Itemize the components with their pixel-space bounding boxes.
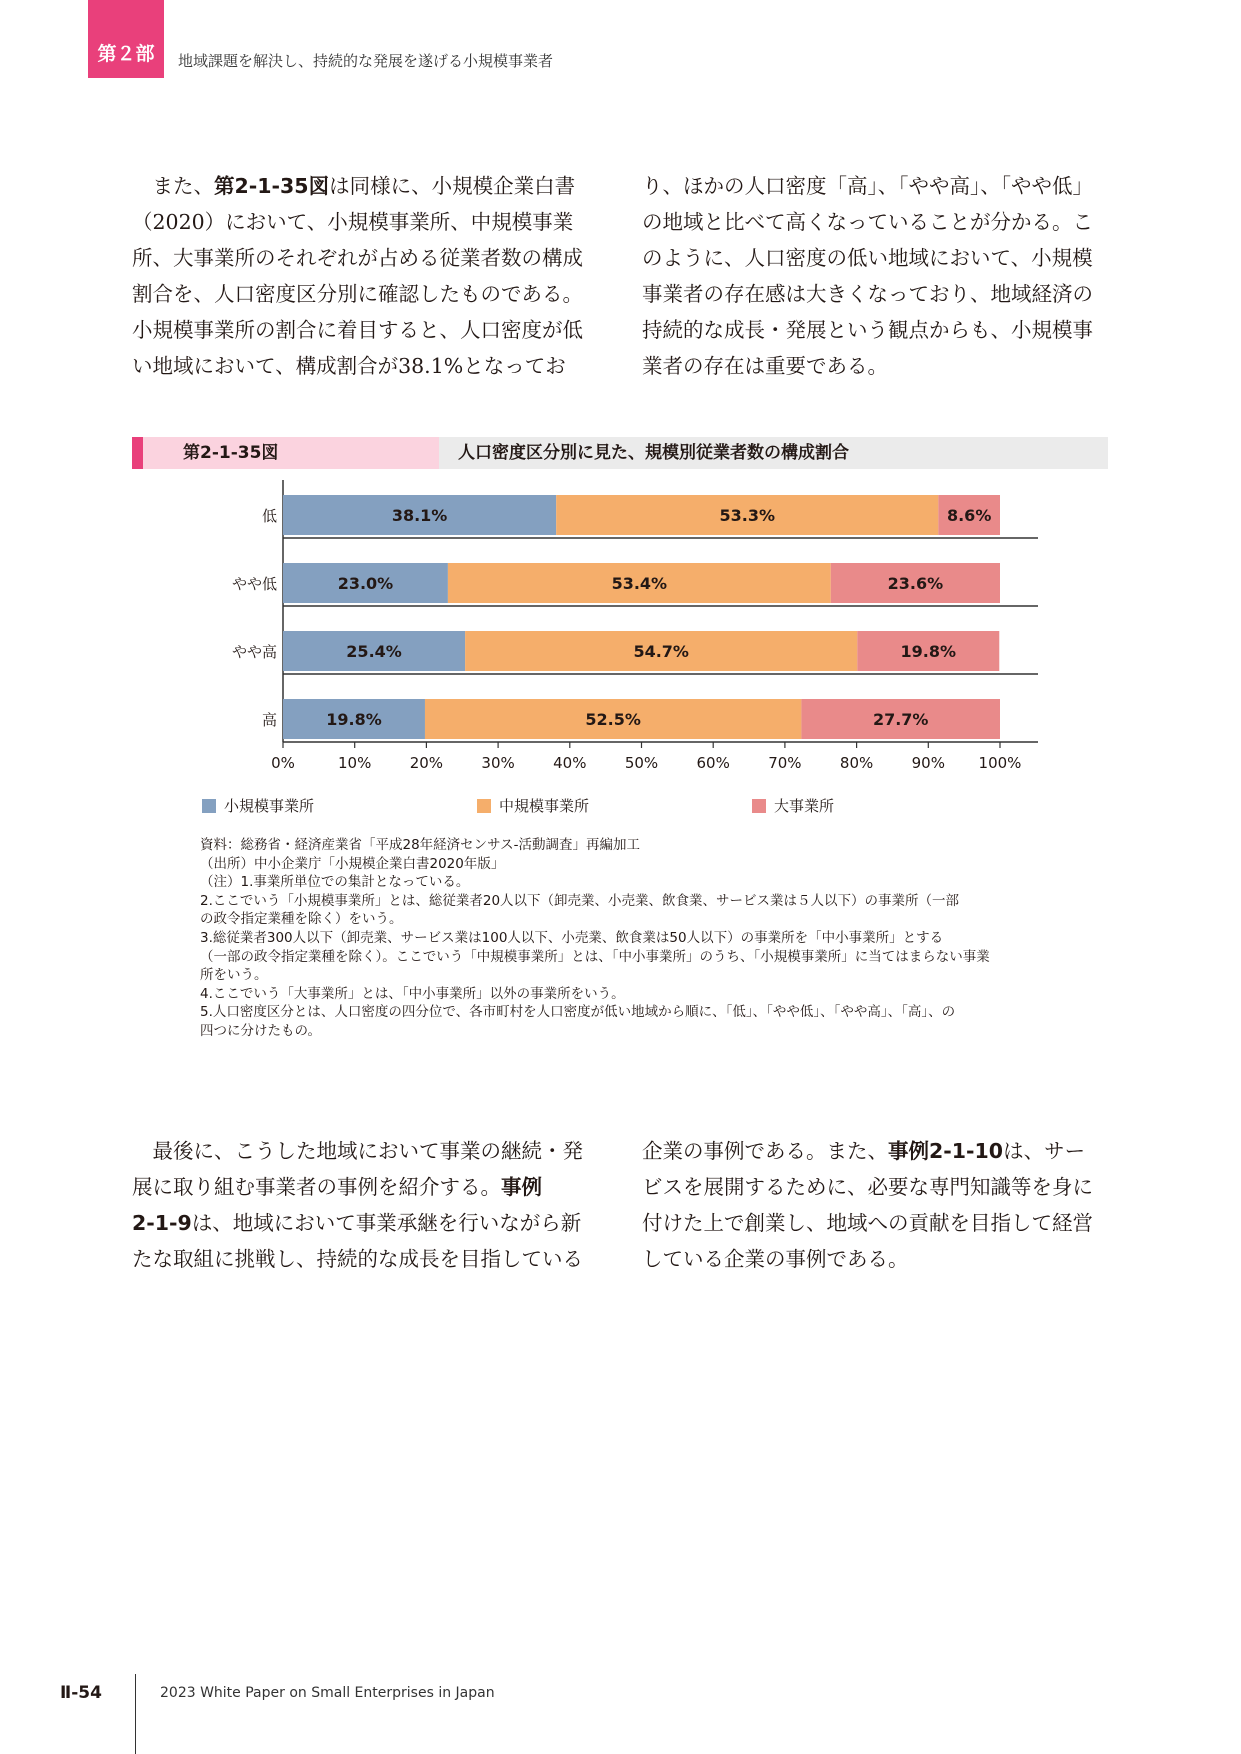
data-label: 23.6% xyxy=(887,574,944,593)
x-tick-label: 10% xyxy=(338,754,372,772)
text-line: 事業者の存在感は大きくなっており、地域経済の xyxy=(642,282,1093,306)
legend-label: 大事業所 xyxy=(774,797,835,815)
closing-left-column xyxy=(132,1133,583,1277)
text-line: 小規模事業所の割合に着目すると、人口密度が低 xyxy=(132,318,583,342)
legend-swatch-large xyxy=(752,799,766,813)
note-line: 資料：総務省・経済産業省「平成28年経済センサス‐活動調査」再編加工 xyxy=(200,837,641,853)
text-line: ビスを展開するために、必要な専門知識等を身に xyxy=(642,1175,1093,1199)
data-label: 23.0% xyxy=(337,574,394,593)
text-line: の地域と比べて高くなっていることが分かる。こ xyxy=(642,210,1093,234)
x-tick-label: 0% xyxy=(271,754,295,772)
figure-title: 人口密度区分別に見た、規模別従業者数の構成割合 xyxy=(458,443,849,463)
legend-item-small xyxy=(202,795,314,816)
x-tick-label: 70% xyxy=(768,754,802,772)
footer-divider xyxy=(135,1674,136,1754)
figure-title-bar xyxy=(132,437,1108,469)
x-tick-label: 30% xyxy=(481,754,515,772)
legend-item-medium xyxy=(477,795,589,816)
data-label: 19.8% xyxy=(326,710,382,729)
accent-bar xyxy=(132,437,143,469)
note-line: の政令指定業種を除く）をいう。 xyxy=(200,911,403,928)
running-header: 地域課題を解決し、持続的な発展を遂げる小規模事業者 xyxy=(178,52,554,70)
data-label: 27.7% xyxy=(872,710,929,729)
note-line: （注）1.事業所単位での集計となっている。 xyxy=(200,874,470,891)
data-label: 8.6% xyxy=(946,506,992,525)
data-label: 53.4% xyxy=(611,574,668,593)
x-tick-label: 90% xyxy=(911,754,945,772)
text-line: 所、大事業所のそれぞれが占める従業者数の構成 xyxy=(132,246,583,270)
part-label: 第２部 xyxy=(88,0,164,78)
x-tick-label: 20% xyxy=(409,754,444,772)
text-line: 付けた上で創業し、地域への貢献を目指して経営 xyxy=(642,1211,1093,1235)
data-label: 19.8% xyxy=(900,642,957,661)
intro-right-column xyxy=(642,168,1093,384)
text-line: 企業の事例である。また、事例2-1-10は、サー xyxy=(642,1139,1086,1163)
text-line: のように、人口密度の低い地域において、小規模 xyxy=(642,246,1093,270)
figure-notes xyxy=(200,836,1040,1041)
note-line: 4.ここでいう「大事業所」とは、「中小事業所」以外の事業所をいう。 xyxy=(200,985,625,1002)
data-label: 53.3% xyxy=(719,506,776,525)
publication-title: 2023 White Paper on Small Enterprises in Japan xyxy=(160,1685,495,1701)
category-label: 高 xyxy=(261,711,277,729)
note-line: 四つに分けたもの。 xyxy=(200,1022,321,1039)
x-tick-label: 60% xyxy=(696,754,730,772)
note-line: 2.ここでいう「小規模事業所」とは、総従業者20人以下（卸売業、小売業、飲食業、サービス業は５人以下）の事業所（一部 xyxy=(200,892,960,909)
figure-number: 第2-1-35図 xyxy=(143,437,439,469)
note-line: 所をいう。 xyxy=(200,967,268,984)
note-line: （出所）中小企業庁「小規模企業白書2020年版」 xyxy=(200,855,505,872)
text-line: また、第2-1-35図は同様に、小規模企業白書 xyxy=(132,174,576,198)
category-label: やや低 xyxy=(231,575,277,593)
category-label: 低 xyxy=(261,507,277,525)
data-label: 52.5% xyxy=(585,710,641,729)
intro-left-column xyxy=(132,168,583,384)
legend-label: 小規模事業所 xyxy=(224,797,315,815)
text-line: たな取組に挑戦し、持続的な成長を目指している xyxy=(132,1247,583,1271)
text-line: 最後に、こうした地域において事業の継続・発 xyxy=(132,1139,583,1163)
category-label: やや高 xyxy=(231,643,277,661)
legend-swatch-medium xyxy=(477,799,491,813)
legend-swatch-small xyxy=(202,799,216,813)
legend-label: 中規模事業所 xyxy=(499,797,590,815)
text-line: 業者の存在は重要である。 xyxy=(642,354,888,378)
text-line: 展に取り組む事業者の事例を紹介する。事例 xyxy=(132,1175,542,1199)
x-tick-label: 40% xyxy=(553,754,587,772)
text-line: （2020）において、小規模事業所、中規模事業 xyxy=(132,210,574,234)
stacked-bar-chart xyxy=(200,480,1080,780)
note-line: 5.人口密度区分とは、人口密度の四分位で、各市町村を人口密度が低い地域から順に、「低」、「やや低」、「やや高」、「高」、の xyxy=(200,1004,956,1021)
x-tick-label: 100% xyxy=(978,754,1022,772)
data-label: 54.7% xyxy=(633,642,689,661)
closing-right-column xyxy=(642,1133,1093,1277)
text-line: い地域において、構成割合が38.1%となってお xyxy=(132,354,566,378)
page-number: Ⅱ-54 xyxy=(60,1683,102,1703)
x-tick-label: 50% xyxy=(624,754,659,772)
x-tick-label: 80% xyxy=(839,754,874,772)
text-line: り、ほかの人口密度「高」、「やや高」、「やや低」 xyxy=(642,174,1093,198)
text-line: している企業の事例である。 xyxy=(642,1247,909,1271)
data-label: 25.4% xyxy=(346,642,402,661)
text-line: 2-1-9は、地域において事業承継を行いながら新 xyxy=(132,1211,582,1235)
data-label: 38.1% xyxy=(391,506,448,525)
text-line: 持続的な成長・発展という観点からも、小規模事 xyxy=(642,318,1093,342)
note-line: 3.総従業者300人以下（卸売業、サービス業は100人以下、小売業、飲食業は50人以下）の事業所を「中小事業所」とする xyxy=(200,929,944,946)
legend-item-large xyxy=(752,795,834,816)
note-line: （一部の政令指定業種を除く）。ここでいう「中規模事業所」とは、「中小事業所」のうち、「小規模事業所」に当てはまらない事業 xyxy=(200,948,990,965)
text-line: 割合を、人口密度区分別に確認したものである。 xyxy=(132,282,583,306)
